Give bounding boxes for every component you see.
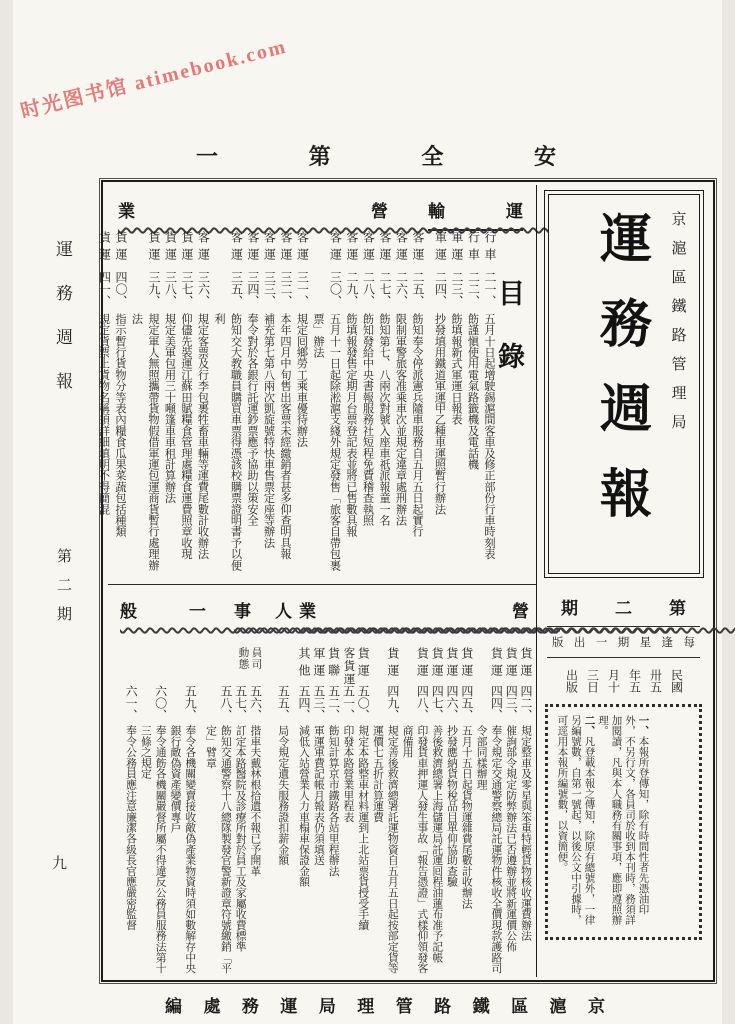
toc-entry-category: 貨運 [489, 647, 504, 681]
toc-entry-number: 二二、 [466, 271, 481, 307]
note-text: 凡登載本報之傳知，除原有總號外，一律另編號數，自第一號起，以後公文中引據時，可逕用本報所編號數，以資簡便。 [556, 715, 595, 925]
toc-entry [275, 647, 290, 981]
safety-slogan: 安 全 第 一 [196, 144, 556, 169]
toc-entry-number: 二五、 [411, 271, 425, 307]
toc-entry-title: 軍運軍費記帳月報表仍須填送 [312, 725, 325, 866]
toc-entry-title: 飭知計算京市鐵路各站里程辦法 [327, 725, 340, 877]
toc-upper-entries [97, 231, 497, 581]
toc-entry [481, 231, 498, 581]
toc-title: 目錄 [494, 279, 524, 405]
toc-entry [343, 231, 360, 581]
toc-entry-title: 補充第七第八兩次凱旋號特快車售票定座等辦法 [262, 313, 275, 549]
toc-entry-title: 規定本路整車材料運到上北站票貨授受手續 [357, 725, 370, 931]
toc-entry-title: 規定貨票上貨物名稱須詳細填明不得簡混 [97, 313, 110, 515]
toc-entry [359, 231, 376, 581]
half-divider [108, 584, 537, 585]
toc-entry-title: 規定美軍包用三十噸篷車車租計算辦法 [163, 313, 176, 504]
toc-entry [296, 647, 311, 981]
note-item [596, 715, 650, 929]
toc-entry [355, 647, 370, 981]
toc-entry [95, 231, 112, 581]
toc-entry-title: 仰儘先裝運江蘇田賦糧食管理處糧食運費照章收現 [180, 313, 192, 560]
toc-entry-number: 四八、 [415, 685, 430, 721]
toc-entry-category: 其他 [297, 647, 312, 681]
toc-entry [444, 647, 459, 981]
section-header-char: 運 [506, 202, 523, 221]
toc-entry [429, 647, 444, 981]
publication-date: 民國卅五年五月十三日出版 [564, 669, 684, 693]
toc-entry-number: 三四、 [246, 271, 260, 307]
section-header-char: 輸 [428, 202, 445, 221]
toc-entry-number: 六一、 [124, 685, 139, 721]
toc-entry [326, 647, 341, 981]
toc-entry [341, 647, 356, 981]
toc-entry-category: 客運 [246, 231, 260, 265]
toc-entry-title: 奉令公務員應注意廉潔各級長官應嚴密監督 [125, 725, 138, 931]
toc-entry-number: 二六、 [394, 271, 409, 307]
toc-entry [161, 231, 178, 581]
section-header-char: 業 [118, 202, 135, 221]
toc-entry-category: 貨運 [97, 231, 112, 265]
toc-entry [277, 231, 294, 581]
toc-entry-number: 三五、 [229, 271, 244, 307]
masthead-title: 運務週報 [591, 211, 649, 551]
masthead-column [536, 185, 710, 977]
toc-entry-title: 訂定本路醫院及診療所對於員工及家屬收費標準 [234, 725, 247, 952]
toc-entry-category: 貨運 [163, 231, 178, 265]
toc-entry [168, 647, 198, 981]
toc-entry-number: 五八、 [218, 685, 233, 721]
section-header-char: 營 [512, 602, 529, 621]
section-header-char: 般 [120, 602, 137, 621]
toc-entry-category: 客運 [229, 231, 244, 265]
toc-entry [518, 647, 533, 981]
toc-entry [376, 231, 393, 581]
toc-entry-number: 四三、 [504, 685, 519, 721]
toc-entry [203, 647, 233, 981]
toc-entry-title: 飭知第七、八兩次對號入座車祇派報童一名 [378, 313, 390, 526]
footer-editor-caption: 京 滬 區 鐵 路 管 理 局 運 務 處 編 [165, 997, 605, 1016]
toc-entry-title: 催詢部令規定防弊辦法已否遵辦並將新運價公佈 [505, 725, 518, 952]
toc-entry-category: 客運 [295, 231, 310, 265]
toc-entry-category: 客運 [378, 231, 392, 265]
toc-entry [244, 231, 261, 581]
toc-entry [194, 231, 211, 581]
toc-entry-number: 五三、 [311, 685, 326, 721]
publication-schedule: 每 逢 星 期 一 出 版 [552, 637, 695, 649]
note-text: 本報所登傳知，除有時間性者先憑油印外，不另行文，各員司於收到本刊時，務須詳加閱讀，凡與本人職務有關事項，應即遵照辦理。 [597, 715, 649, 925]
notes-list [555, 715, 650, 929]
toc-entry [464, 231, 481, 581]
toc-entry [211, 231, 244, 581]
masthead-box [548, 194, 700, 574]
section-header-general [120, 597, 206, 629]
toc-entry-category: 貨運 [519, 647, 533, 681]
toc-entry-title: 規定軍人無照攜帶貨物假借軍運包運商貨暫行處理辦法 [130, 313, 159, 571]
toc-entry-title: 飭知奉令停派憲兵隨車服務自五月五日起實行 [411, 313, 423, 537]
note-number: 二、 [583, 715, 595, 736]
toc-entry-category: 貨運 [415, 647, 430, 681]
toc-entry-title: 五月十日起增駛錫滬間客車及修正部份行車時刻表 [483, 313, 495, 560]
toc-entry-category: 客運 [279, 231, 293, 265]
toc-entry [310, 231, 343, 581]
toc-entry [233, 647, 248, 981]
toc-entry-title: 抄發填用鐵道軍運甲乙種車運照暫行辦法 [433, 313, 446, 515]
toc-entry-category: 員司動態 [237, 647, 262, 670]
toc-entry [409, 231, 426, 581]
toc-entry-category: 貨運 [385, 647, 400, 681]
toc-entry [260, 231, 277, 581]
toc-entry-title: 奉令規定交通警察總局託運物件核收全價現款護路司令部同樣辦理 [475, 725, 503, 974]
toc-entry-title: 指示暫行貨物分等表內糧食瓜果菜蔬包括種類 [114, 313, 126, 537]
note-number: 一、 [637, 715, 649, 736]
toc-entry-number: 三一、 [295, 271, 310, 307]
toc-entry-number: 二三、 [450, 271, 464, 307]
toc-entry-category: 貨運 [114, 231, 128, 265]
toc-entry-title: 五月十一日起除淞滬支綫外規定發售「旅客自帶包裹票」辦法 [312, 313, 341, 571]
toc-entry-category: 貨運 [430, 647, 445, 681]
toc-entry-category: 軍運 [433, 231, 448, 265]
toc-entry-number: 二七、 [378, 271, 392, 307]
toc-entry-number: 二一、 [483, 271, 497, 307]
toc-entry [178, 231, 195, 581]
toc-entry-number: 三七、 [180, 271, 194, 307]
toc-entry-title: 規定客票及行李包裹牲畜車輛等運費尾數計收辦法 [196, 313, 209, 560]
toc-entry-title: 飭知發給中央書報服務社短程免費稽查執照 [361, 313, 374, 526]
toc-entry-title: 本年四月中旬售出客票未經繳銷者甚多仰查明具報 [279, 313, 291, 560]
toc-entry-number: 四七、 [430, 685, 445, 721]
toc-entry [448, 231, 465, 581]
toc-entry-number: 六〇、 [153, 685, 168, 721]
divider [547, 626, 700, 627]
toc-entry-number: 三二、 [279, 271, 293, 307]
toc-entry-category: 客貨運 [342, 647, 355, 686]
section-header-char: 事 [234, 602, 251, 621]
toc-entry [392, 231, 409, 581]
toc-entry-category: 客運 [361, 231, 376, 265]
toc-entry-number: 三八、 [163, 271, 178, 307]
toc-entry-title: 抄發應納貨物稅品目單仰協助查驗 [446, 725, 459, 887]
toc-entry-number: 四九、 [385, 685, 400, 721]
masthead-organization: 京滬區鐵路管理局 [669, 211, 686, 443]
toc-entry-title: 規定善後救濟總署託運物資自五月五日起按部定貨等運價七五折計算運費 [372, 725, 399, 974]
toc-entry-number: 四四、 [489, 685, 504, 721]
toc-entry-number: 五四、 [297, 685, 312, 721]
toc-entry-number: 四二、 [519, 685, 533, 721]
margin-booklet-title: 運務週報 [53, 240, 72, 416]
toc-lower-entries [112, 647, 533, 981]
toc-entry-title: 飭知交大教職員購買車票得憑該校購票證明書予以便利 [213, 313, 242, 571]
toc-entry-number: 五二、 [326, 685, 341, 721]
toc-entry [311, 647, 326, 981]
toc-entry [503, 647, 518, 981]
toc-entry [123, 647, 138, 981]
toc-entry-category: 客運 [196, 231, 211, 265]
toc-entry-title: 揩車夫戴林根拾遺不報已予開革 [249, 725, 262, 877]
toc-entry-category: 軍運 [450, 231, 464, 265]
toc-entry-category: 貨運 [445, 647, 460, 681]
toc-entry-number: 五六、 [248, 685, 263, 721]
content-frame [97, 180, 715, 982]
toc-entry-number: 二九、 [345, 271, 359, 307]
toc-entry-title: 奉令對於各銀行託運鈔票應予協助以策安全 [246, 313, 258, 526]
section-header-char: 人 [275, 602, 292, 621]
toc-entry-number: 三九、 [147, 271, 161, 307]
toc-entry-number: 二八、 [361, 271, 376, 307]
toc-entry [138, 647, 168, 981]
toc-entry-title: 飭填報發售定期月台票登記表並將已售數具報 [345, 313, 357, 537]
toc-entry-category: 軍運 [311, 647, 326, 681]
toc-entry-title: 印發貨車押運人發生事故「報告憑證」式樣仰領發客商備用 [401, 725, 429, 974]
toc-entry-title: 飭填報新式軍運日報表 [450, 313, 462, 425]
toc-entry [370, 647, 400, 981]
toc-entry-title: 飭知交通警察十八總隊製發官警新證章符號繳銷「平定」臂章 [205, 725, 232, 974]
section-header-char: 業 [299, 602, 316, 621]
toc-entry-title: 規定囘鄉勞工乘車優待辦法 [295, 313, 308, 448]
watermark: 时光图书馆 atimebook.com [18, 35, 290, 124]
toc-entry-category: 貨聯 [326, 647, 341, 681]
toc-entry-category: 客運 [394, 231, 409, 265]
toc-entry [474, 647, 504, 981]
editorial-notes-box [545, 704, 702, 940]
toc-entry-category: 客運 [328, 231, 343, 265]
toc-entry-category: 貨運 [459, 647, 474, 681]
toc-entry-number: 三三、 [262, 271, 277, 307]
section-header-char: 一 [189, 602, 206, 621]
toc-entry-title: 規定整車及零星與笨重特輕貨物核收運費辦法 [520, 725, 532, 941]
divider [547, 657, 700, 658]
toc-entry-number: 五七、 [233, 685, 248, 721]
toc-entry-number: 四五、 [459, 685, 474, 721]
margin-issue-number: 第二期 [55, 548, 71, 635]
toc-entry-title: 局令規定遺失服務證扣薪金額 [277, 725, 290, 866]
toc-entry-title: 善後救濟總署上海儲運局託運囘程油蓮布准予記帳 [431, 725, 444, 963]
toc-entry-number: 四〇、 [114, 271, 128, 307]
scanned-page [13, 0, 722, 1024]
toc-entry-category: 貨運 [504, 647, 519, 681]
toc-entry-title: 奉令通飭各機關嚴督所屬不得違反公務員服務法第十三條之規定 [139, 725, 167, 974]
toc-entry-category: 行車 [483, 231, 497, 265]
toc-entry [459, 647, 474, 981]
toc-entry-number: 三〇、 [328, 271, 343, 307]
toc-entry-number: 五一、 [341, 685, 356, 721]
toc-entry [431, 231, 448, 581]
page-number: 九 [52, 856, 68, 872]
toc-entry-number: 五五、 [276, 685, 291, 721]
toc-entry [112, 231, 129, 581]
toc-entry-category: 貨運 [356, 647, 371, 681]
toc-entry-title: 印發本路營業里程表 [342, 725, 355, 823]
toc-entry-category: 行車 [466, 231, 481, 265]
toc-entry-category: 貨運 [147, 231, 161, 265]
issue-number: 第 二 期 [561, 599, 686, 618]
toc-entry-number: 五九、 [183, 685, 198, 721]
section-header-business-upper [118, 197, 388, 229]
toc-entry [400, 647, 430, 981]
note-item [555, 715, 596, 929]
toc-entry-number: 三六、 [196, 271, 211, 307]
toc-entry-number: 四六、 [445, 685, 460, 721]
toc-entry-category: 客運 [345, 231, 359, 265]
toc-entry-number: 四一、 [97, 271, 112, 307]
toc-entry [128, 231, 161, 581]
toc-entry [293, 231, 310, 581]
toc-entry-category: 貨運 [180, 231, 194, 265]
toc-entry-category: 客運 [411, 231, 425, 265]
toc-area [97, 185, 539, 977]
toc-entry-number: 二四、 [433, 271, 448, 307]
toc-entry-number: 五〇、 [356, 685, 371, 721]
toc-entry-title: 五月十五日起貨物運雜費尾數計收辦法 [460, 725, 473, 909]
section-header-char: 營 [371, 202, 388, 221]
toc-entry-title: 限制軍警旅客准乘車次並規定違章處刑辦法 [394, 313, 407, 526]
toc-entry-category: 客運 [262, 231, 277, 265]
toc-entry-title: 奉令各機關變賣接收敵偽產業物資時須如數解存中央銀行敵偽資產變價專戶 [169, 725, 197, 974]
toc-entry-title: 飭謹愼使用電氣路籤機及電話機 [466, 313, 479, 470]
toc-entry-title: 減低入站營業人力車榻車保證金額 [298, 725, 311, 887]
